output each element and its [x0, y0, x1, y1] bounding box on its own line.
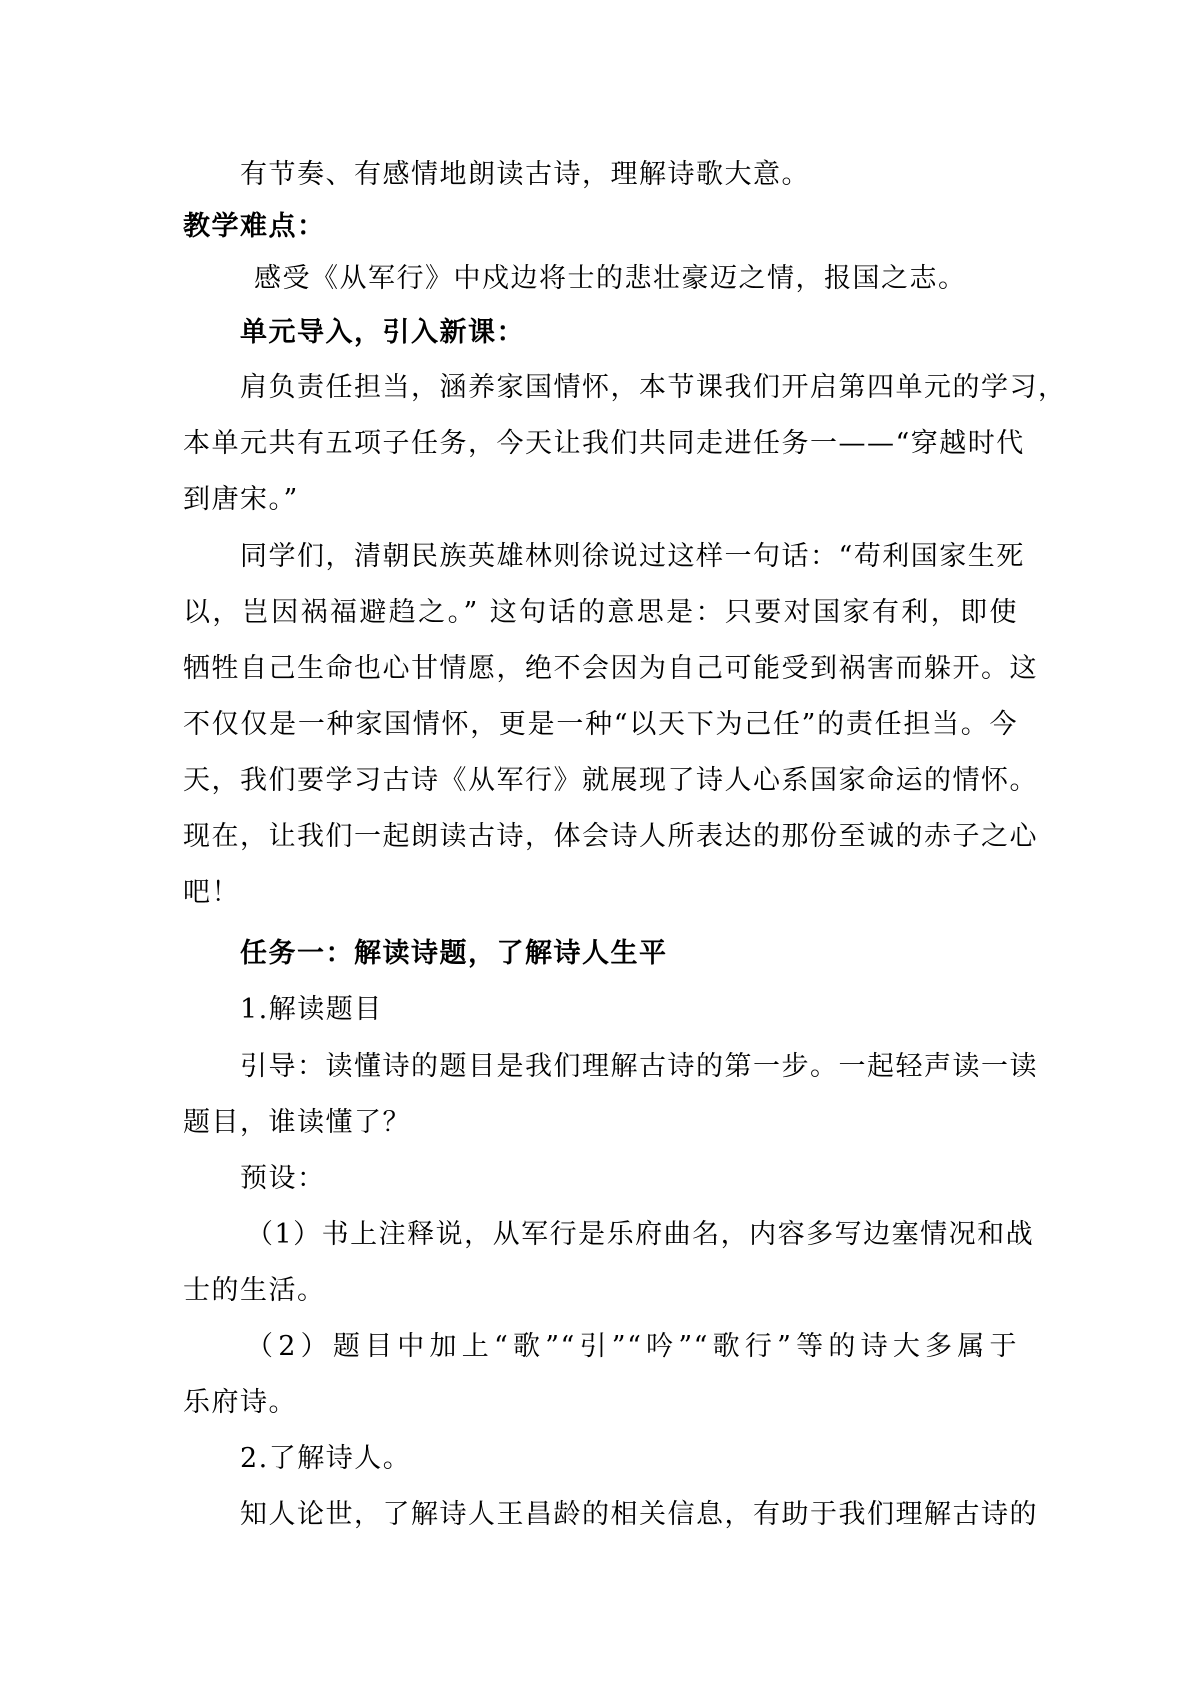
paragraph-line: 现在，让我们一起朗读古诗，体会诗人所表达的那份至诚的赤子之心 [183, 821, 1038, 852]
paragraph-line: 同学们，清朝民族英雄林则徐说过这样一句话：“苟利国家生死 [240, 541, 1025, 572]
paragraph-line: 吧！ [183, 877, 240, 908]
paragraph-line: （1）书上注释说，从军行是乐府曲名，内容多写边塞情况和战 [246, 1219, 1035, 1250]
paragraph-line: 本单元共有五项子任务，今天让我们共同走进任务一——“穿越时代 [183, 428, 1025, 459]
paragraph-line: 肩负责任担当，涵养家国情怀，本节课我们开启第四单元的学习， [240, 372, 1067, 403]
preset-label: 预设： [240, 1163, 326, 1194]
heading-task-one: 任务一：解读诗题，了解诗人生平 [240, 938, 668, 969]
paragraph-line: 到唐宋。” [183, 484, 299, 515]
paragraph-line: 题目，谁读懂了？ [183, 1107, 411, 1138]
paragraph-line: 不仅仅是一种家国情怀，更是一种“以天下为己任”的责任担当。今 [183, 709, 1018, 740]
paragraph-line: 士的生活。 [183, 1275, 326, 1306]
subheading-interpret-title: 1.解读题目 [240, 994, 383, 1025]
paragraph-line: 乐府诗。 [183, 1387, 297, 1418]
objective-line: 有节奏、有感情地朗读古诗，理解诗歌大意。 [240, 159, 810, 190]
difficulty-line: 感受《从军行》中戍边将士的悲壮豪迈之情，报国之志。 [254, 263, 967, 294]
paragraph-line: 知人论世，了解诗人王昌龄的相关信息，有助于我们理解古诗的 [240, 1499, 1038, 1530]
paragraph-line: 以，岂因祸福避趋之。” 这句话的意思是：只要对国家有利，即使 [183, 597, 1018, 628]
heading-teaching-difficulty: 教学难点： [183, 211, 326, 242]
paragraph-line: 天，我们要学习古诗《从军行》就展现了诗人心系国家命运的情怀。 [183, 765, 1038, 796]
paragraph-line: （2）题目中加上“歌”“引”“吟”“歌行”等的诗大多属于 [246, 1331, 1018, 1362]
subheading-know-poet: 2.了解诗人。 [240, 1443, 412, 1474]
paragraph-line: 牺牲自己生命也心甘情愿，绝不会因为自己可能受到祸害而躲开。这 [183, 653, 1038, 684]
heading-unit-intro: 单元导入，引入新课： [240, 317, 525, 348]
paragraph-line: 引导：读懂诗的题目是我们理解古诗的第一步。一起轻声读一读 [240, 1051, 1038, 1082]
